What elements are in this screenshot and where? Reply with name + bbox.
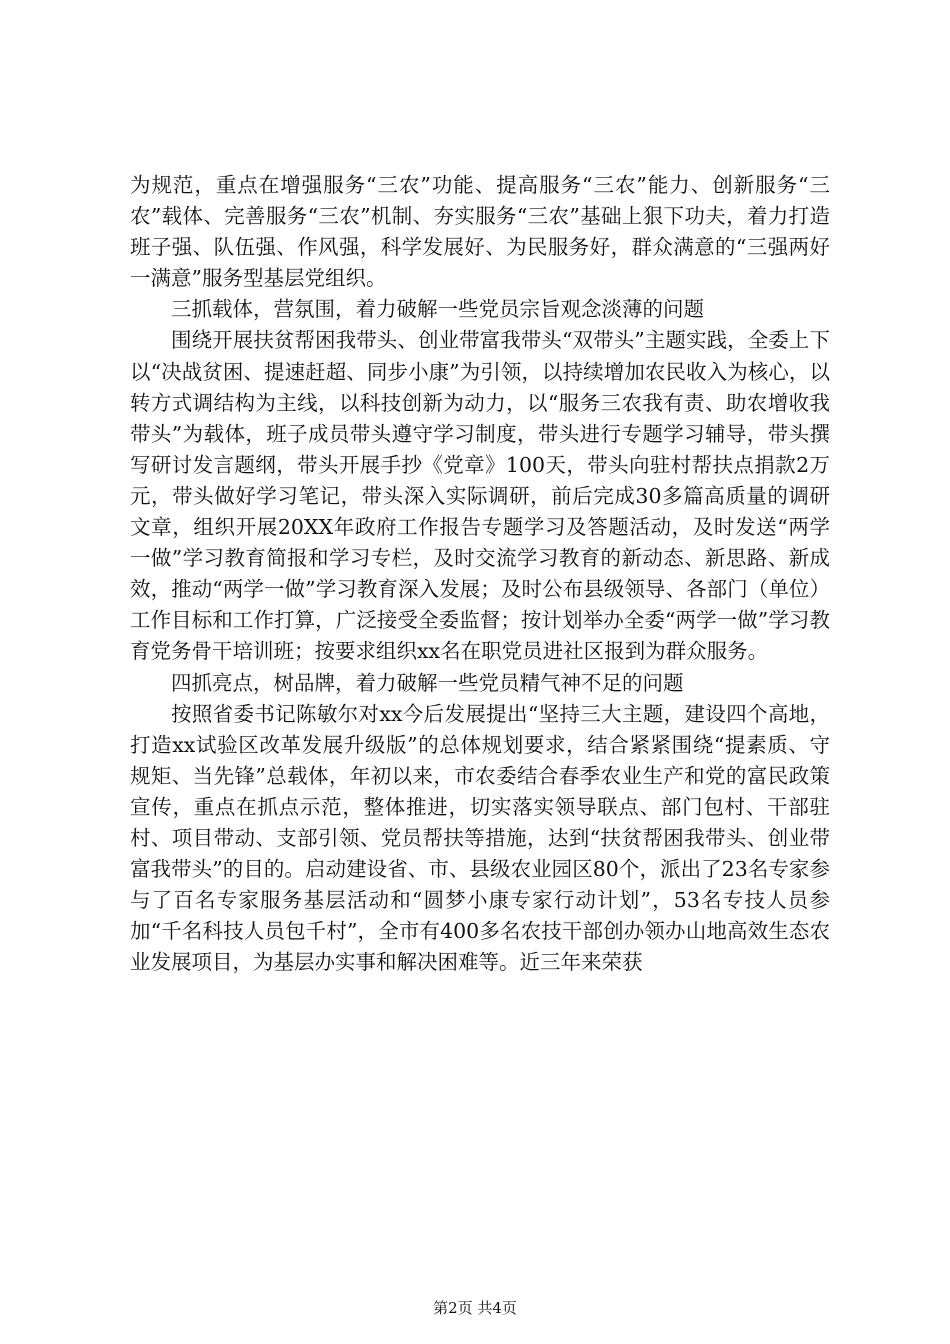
page-footer: 第2页 共4页 (433, 1299, 517, 1317)
body-text (130, 170, 830, 978)
paragraph-four-body: 按照省委书记陈敏尔对xx今后发展提出“坚持三大主题，建设四个高地，打造xx试验区改革发展升级版”的总体规划要求，结合紧紧围绕“提素质、守规矩、当先锋”总载体，年初以来，市农委结合春季农业生产和党的富民政策宣传，重点在抓点示范，整体推进，切实落实领导联点、部门包村、干部驻村、项目带动、支部引领、党员帮扶等措施，达到“扶贫帮困我带头、创业带富我带头”的目的。启动建设省、市、县级农业园区80个，派出了23名专家参与了百名专家服务基层活动和“圆梦小康专家行动计划”，53名专技人员参加“千名科技人员包千村”，全市有400多名农技干部创办领办山地高效生态农业发展项目，为基层办实事和解决困难等。近三年来荣获 (130, 701, 830, 975)
paragraph-three-body: 围绕开展扶贫帮困我带头、创业带富我带头“双带头”主题实践，全委上下以“决战贫困、提速赶超、同步小康”为引领，以持续增加农民收入为核心，以转方式调结构为主线，以科技创新为动力，以“服务三农我有责、助农增收我带头”为载体，班子成员带头遵守学习制度，带头进行专题学习辅导，带头撰写研讨发言题纲，带头开展手抄《党章》100天，带头向驻村帮扶点捐款2万元，带头做好学习笔记，带头深入实际调研，前后完成30多篇高质量的调研文章，组织开展20XX年政府工作报告专题学习及答题活动，及时发送“两学一做”学习教育简报和学习专栏，及时交流学习教育的新动态、新思路、新成效，推动“两学一做”学习教育深入发展；及时公布县级领导、各部门（单位）工作目标和工作打算，广泛接受全委监督；按计划举办全委“两学一做”学习教育党务骨干培训班；按要求组织xx名在职党员进社区报到为群众服务。 (130, 328, 830, 664)
section-heading-three: 三抓载体，营氛围，着力破解一些党员宗旨观念淡薄的问题 (171, 297, 704, 322)
section-heading-four: 四抓亮点，树品牌，着力破解一些党员精气神不足的问题 (171, 670, 684, 695)
paragraph-continuation: 为规范，重点在增强服务“三农”功能、提高服务“三农”能力、创新服务“三农”载体、完善服务“三农”机制、夯实服务“三农”基础上狠下功夫，着力打造班子强、队伍强、作风强，科学发展好、为民服务好，群众满意的“三强两好一满意”服务型基层党组织。 (130, 173, 830, 291)
